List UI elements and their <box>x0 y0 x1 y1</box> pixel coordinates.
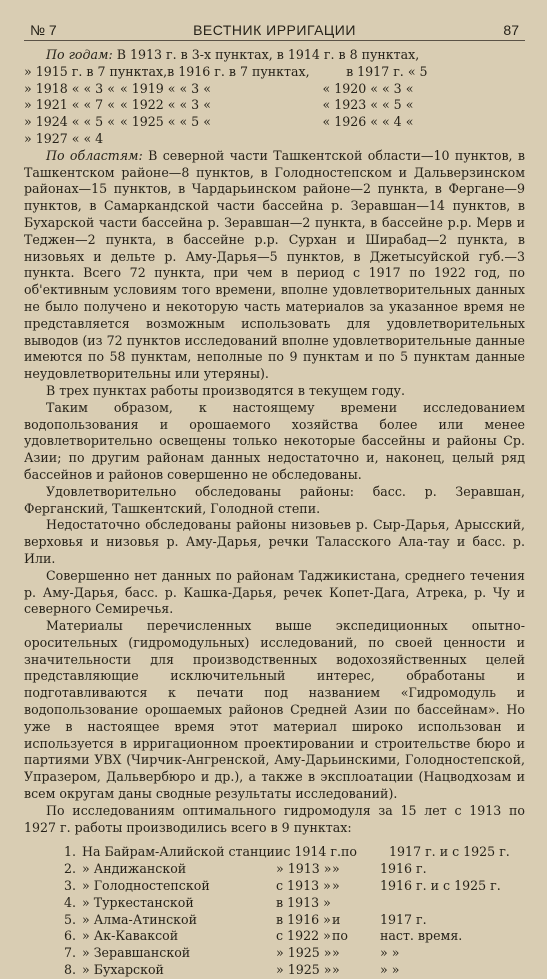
paragraph: Материалы перечисленных выше экспедиционных опытно-оросительных (гидромодульных) исследований, по своей ценности и значительности для производственных водохозяйственных целей представляющие исключительный интерес, обработаны и подготавливаются к печати под названием «Гидромодуль и водопользование орошаемых районов Средней Азии по бассейнам». Но уже в настоящее время этот материал широко использован и используется в ирригационном проектировании и строительстве бюро и партиями УВХ (Чирчик-Ангренской, Аму-Дарьинскими, Голодностепской, Упразером, Дальвербюро и др.), а также в эксплоатации (Нацводхозам и всем округам даны сводные результаты исследований). <box>24 618 525 802</box>
station-number: 2. <box>63 861 76 877</box>
year-cell: » 1915 г. в 7 пунктах, <box>24 63 168 79</box>
station-row <box>24 928 525 945</box>
paragraph: Удовлетворительно обследованы районы: басс. р. Зеравшан, Ферганский, Ташкентский, Голодной степи. <box>24 483 525 516</box>
station-start: в 1916 » <box>276 911 331 927</box>
paragraph: По исследованиям оптимального гидромодуля за 15 лет с 1913 по 1927 г. работы производились всего в 9 пунктах: <box>24 802 525 835</box>
by-year-first-line: В 1913 г. в 3-х пунктах, в 1914 г. в 8 пунктах, <box>116 47 420 62</box>
station-row <box>24 945 525 962</box>
station-start: с 1913 » <box>276 878 331 894</box>
station-name: » Туркестанской <box>82 894 194 910</box>
station-link: » <box>332 861 340 877</box>
page-header <box>24 0 525 41</box>
station-end: 1917 г. и с 1925 г. <box>389 844 510 860</box>
year-row <box>24 131 525 148</box>
station-end: » » <box>380 962 400 978</box>
station-number: 1. <box>63 844 76 860</box>
by-year-table <box>24 64 525 148</box>
station-link: » <box>332 945 340 961</box>
station-list <box>24 844 525 978</box>
paragraph: Таким образом, к настоящему времени исследованием водопользования и орошаемого хозяйства более или менее удовлетворительно освещены только некоторые бассейны и районы Ср. Азии; по другим районам данных недостаточно и, наконец, целый ряд бассейнов и районов совершенно не обследованы. <box>24 399 525 482</box>
station-link: » <box>332 878 340 894</box>
station-start: с 1922 » <box>276 928 331 944</box>
station-row <box>24 962 525 979</box>
year-cell: » 1924 « « 5 « <box>24 114 115 130</box>
station-number: 3. <box>63 878 76 894</box>
issue-number: № 7 <box>30 22 57 38</box>
station-end: 1916 г. и с 1925 г. <box>380 878 501 894</box>
by-region-lead: По областям: <box>46 147 143 163</box>
by-year-lead: По годам: <box>46 47 113 62</box>
page-number: 87 <box>503 22 519 38</box>
station-end: 1917 г. <box>380 911 427 927</box>
station-row <box>24 895 525 912</box>
station-start: » 1925 » <box>276 945 332 961</box>
year-cell: « 1925 « « 5 « <box>120 114 211 130</box>
station-number: 5. <box>63 911 76 927</box>
station-name: » Андижанской <box>82 861 187 877</box>
station-name: На Байрам-Алийской станции <box>82 844 284 860</box>
paragraph: Недостаточно обследованы районы низовьев р. Сыр-Дарья, Арысский, верховья и низовья р. Аму-Дарья, речки Таласского Ала-тау и басс. р. Или. <box>24 517 525 566</box>
station-name: » Ак-Каваксой <box>82 928 179 944</box>
station-end: » » <box>380 945 400 961</box>
station-number: 4. <box>63 894 76 910</box>
by-year-intro <box>24 47 525 64</box>
station-start: » 1925 » <box>276 962 332 978</box>
year-row <box>24 64 525 81</box>
station-name: » Зеравшанской <box>82 945 191 961</box>
station-row <box>24 861 525 878</box>
by-region-text: В северной части Ташкентской области—10 пунктов, в Ташкентском районе—8 пунктов, в Голодностепском и Дальверзинском районах—15 пунктов, в Чардарьинском районе—2 пункта, в Фергане—9 пунктов, в Самаркандской части бассейна р. Зеравшан—14 пунктов, в Бухарской части бассейна р. Зеравшан—2 пункта, в бассейне р.р. Мерв и Теджен—2 пункта, в бассейне р.р. Сурхан и Ширабад—2 пункта, в низовьях и дельте р. Аму-Дарья—5 пунктов, в Джетысуйской губ.—3 пункта. Всего 72 пункта, при чем в период с 1917 по 1922 год, по об'ективным условиям того времени, вполне удовлетворительных данных не было получено и некоторую часть материалов за указанное время не представляется возможным использовать для удовлетворительных выводов (из 72 пунктов исследований вполне удовлетворительные данные имеются по 58 пунктам, неполные по 9 пунктам и по 5 пунктам данные неудовлетворительны или утеряны). <box>24 147 525 382</box>
paragraph: Совершенно нет данных по районам Таджикистана, среднего течения р. Аму-Дарья, басс. р. Кашка-Дарья, речек Копет-Дага, Атрека, р. Чу и северного Семиречья. <box>24 567 525 617</box>
by-region-paragraph <box>24 148 525 383</box>
year-cell: « 1919 « « 3 « <box>120 80 211 96</box>
station-start: с 1914 г. <box>283 844 342 860</box>
station-name: » Голодностепской <box>82 878 210 894</box>
year-cell: в 1916 г. в 7 пунктах, <box>167 63 310 79</box>
station-row <box>24 912 525 929</box>
year-cell: » 1921 « « 7 « <box>24 97 115 113</box>
station-link: » <box>332 962 340 978</box>
station-link <box>332 895 380 912</box>
station-end <box>380 895 525 912</box>
station-name: » Бухарской <box>82 962 164 978</box>
year-row <box>24 114 525 131</box>
station-row <box>24 878 525 895</box>
year-cell: « 1920 « « 3 « <box>322 80 414 96</box>
journal-title: ВЕСТНИК ИРРИГАЦИИ <box>193 22 356 38</box>
year-cell: « 1922 « « 3 « <box>120 97 211 113</box>
station-link: по <box>341 844 358 860</box>
station-link: по <box>332 928 348 944</box>
station-number: 7. <box>63 945 76 961</box>
year-cell <box>120 131 323 148</box>
year-cell: « 1923 « « 5 « <box>322 97 414 113</box>
station-start: » 1913 » <box>276 861 332 877</box>
document-body <box>24 41 525 979</box>
year-cell: » 1927 « « 4 <box>24 130 104 146</box>
year-cell <box>323 131 526 148</box>
year-row <box>24 97 525 114</box>
station-end: наст. время. <box>380 928 463 944</box>
station-link: и <box>332 911 341 927</box>
station-name: » Алма-Атинской <box>82 911 197 927</box>
station-number: 6. <box>63 928 76 944</box>
station-start: в 1913 » <box>276 894 331 910</box>
year-cell: « 1926 « « 4 « <box>322 114 414 130</box>
station-end: 1916 г. <box>380 861 427 877</box>
station-number: 8. <box>63 962 76 978</box>
year-cell: в 1917 г. « 5 <box>346 63 428 79</box>
year-row <box>24 81 525 98</box>
paragraph: В трех пунктах работы производятся в текущем году. <box>46 382 405 398</box>
year-cell: » 1918 « « 3 « <box>24 80 115 96</box>
station-row <box>24 844 525 861</box>
